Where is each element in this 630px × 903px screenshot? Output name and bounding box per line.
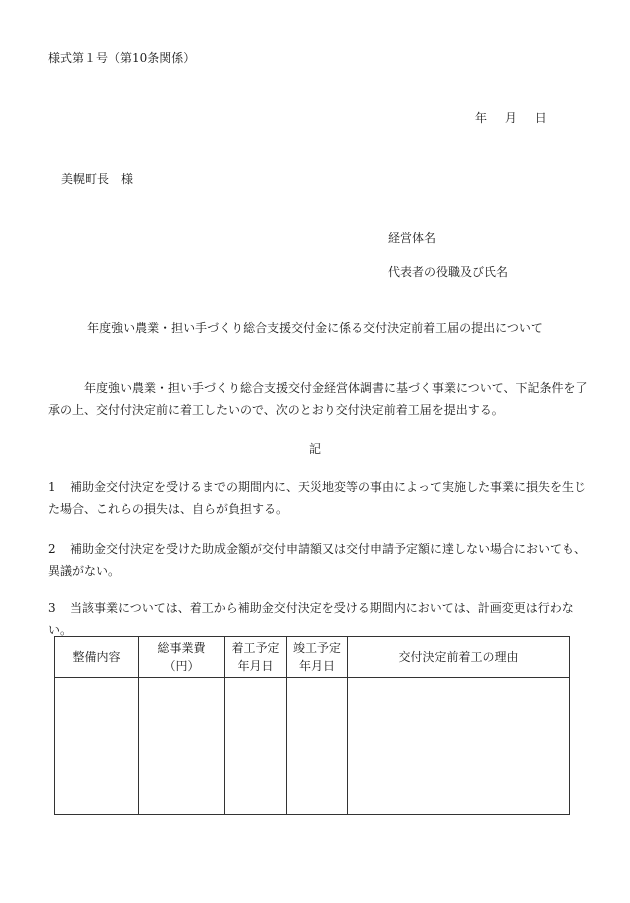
header-total-cost: 総事業費 （円） <box>139 637 225 678</box>
condition-number: 1 <box>48 480 56 494</box>
condition-number: 3 <box>48 601 56 615</box>
header-reason: 交付決定前着工の理由 <box>348 637 570 678</box>
cell-start-date[interactable] <box>225 678 287 815</box>
date-line <box>475 109 561 126</box>
condition-number: 2 <box>48 542 56 556</box>
entity-name-label: 経営体名 <box>388 231 437 245</box>
header-start-date: 着工予定 年月日 <box>225 637 287 678</box>
document-title: 年度強い農業・担い手づくり総合支援交付金に係る交付決定前着工届の提出について <box>87 321 543 335</box>
header-completion-date: 竣工予定 年月日 <box>287 637 348 678</box>
date-day: 日 <box>534 111 547 125</box>
condition-item <box>48 597 588 641</box>
cell-content[interactable] <box>55 678 139 815</box>
ki-heading: 記 <box>308 442 321 456</box>
condition-item <box>48 538 588 582</box>
representative-label: 代表者の役職及び氏名 <box>388 265 509 279</box>
table-row <box>55 678 570 815</box>
table-header-row <box>55 637 570 678</box>
form-number: 様式第１号（第10条関係） <box>48 51 196 65</box>
condition-item <box>48 476 588 520</box>
cell-total-cost[interactable] <box>139 678 225 815</box>
date-month: 月 <box>504 111 517 125</box>
header-content: 整備内容 <box>55 637 139 678</box>
condition-text: 補助金交付決定を受けた助成金額が交付申請額又は交付申請予定額に達しない場合においても、異議がない。 <box>48 542 587 578</box>
cell-reason[interactable] <box>348 678 570 815</box>
condition-text: 補助金交付決定を受けるまでの期間内に、天災地変等の事由によって実施した事業に損失を生じた場合、これらの損失は、自らが負担する。 <box>48 480 587 516</box>
cell-completion-date[interactable] <box>287 678 348 815</box>
body-paragraph: 年度強い農業・担い手づくり総合支援交付金経営体調書に基づく事業について、下記条件を了承の上、交付付決定前に着工したいので、次のとおり交付決定前着工届を提出する。 <box>48 381 588 417</box>
date-year: 年 <box>475 111 488 125</box>
condition-text: 当該事業については、着工から補助金交付決定を受ける期間内においては、計画変更は行わない。 <box>48 601 574 637</box>
addressee: 美幌町長 様 <box>61 172 134 186</box>
construction-table <box>54 636 570 815</box>
